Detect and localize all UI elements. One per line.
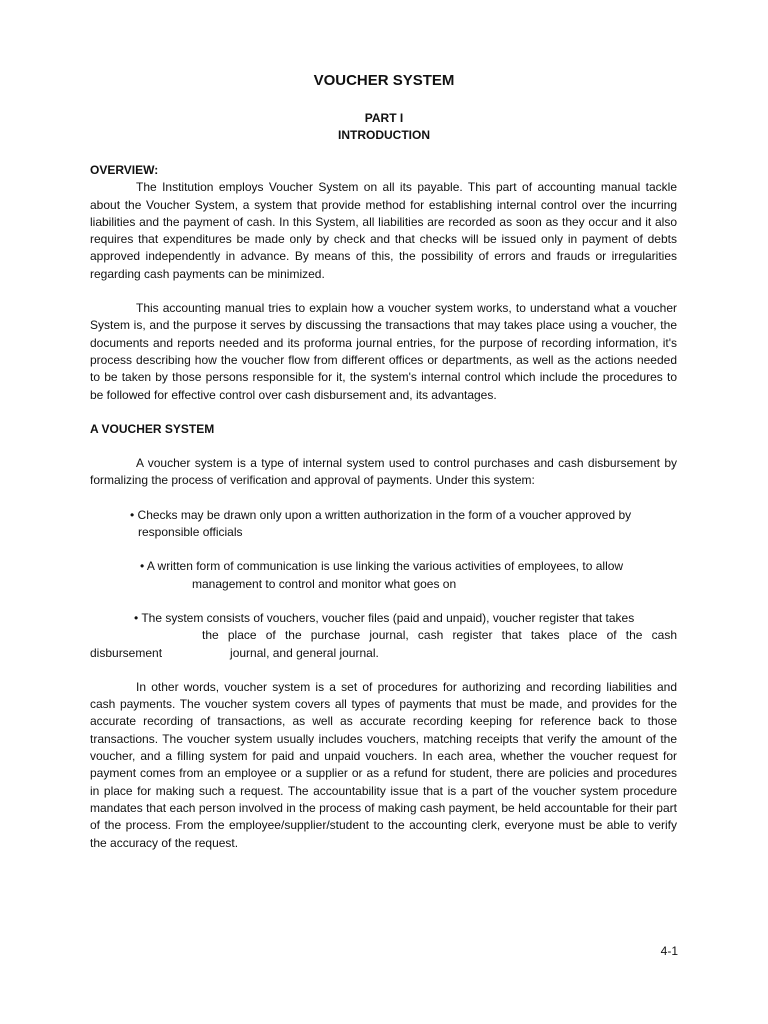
- overview-heading: OVERVIEW:: [90, 163, 159, 177]
- bullet-item-3-tail: journal, and general journal.: [230, 645, 379, 660]
- document-title: VOUCHER SYSTEM: [313, 72, 455, 89]
- part-header: [0, 110, 768, 144]
- overview-paragraph-1: The Institution employs Voucher System on all its payable. This part of accounting manual tackle about the Voucher System, a system that provide method for establishing internal control over the incurring liabilities and the payment of cash. In this System, all liabilities are recorded as soon as they occur and it also requires that expenditures be made only by check and that checks will be issued only in payment of debts approved independently in advance. By means of this, the possibility of errors and frauds or irregularities regarding cash payments can be minimized.: [90, 180, 677, 281]
- bullet-item-3: [90, 610, 677, 662]
- voucher-system-intro: A voucher system is a type of internal system used to control purchases and cash disbursement by formalizing the process of verification and approval of payments. Under this system:: [90, 456, 677, 488]
- spacer: [90, 541, 677, 558]
- bullet-item-2-line-2: management to control and monitor what goes on: [192, 576, 457, 591]
- part-name: INTRODUCTION: [338, 128, 430, 142]
- bullet-item-3-line-1: • The system consists of vouchers, voucher files (paid and unpaid), voucher register that takes: [134, 610, 635, 625]
- bullet-item-3-word: disbursement: [90, 645, 163, 660]
- spacer: [90, 404, 677, 421]
- bullet-item-2: [90, 558, 677, 593]
- spacer: [90, 283, 677, 300]
- voucher-system-heading: A VOUCHER SYSTEM: [90, 421, 215, 436]
- spacer: [90, 662, 677, 679]
- spacer: [90, 490, 677, 507]
- bullet-item-2-line-1: • A written form of communication is use linking the various activities of employees, to allow: [140, 559, 624, 574]
- spacer: [90, 438, 677, 455]
- part-label: PART I: [364, 111, 404, 125]
- overview-paragraph-2: This accounting manual tries to explain how a voucher system works, to understand what a voucher System is, and the purpose it serves by discussing the transactions that may takes place using a voucher, the documents and reports needed and its proforma journal entries, for the purpose of recording information, it's process describing how the voucher flow from different offices or departments, as well as the actions needed to be taken by those persons responsible for it, the system's internal control which include the procedures to be followed for effective control over cash disbursement and, its advantages.: [90, 301, 677, 402]
- bullet-item-3-line-2: the place of the purchase journal, cash register that takes place of the cash: [202, 628, 677, 643]
- page-number: 4-1: [660, 944, 678, 958]
- closing-paragraph: In other words, voucher system is a set of procedures for authorizing and recording liabilities and cash payments. The voucher system covers all types of payments that must be made, and provides for the accurate recording of transactions, as well as accurate recording keeping for reference back to those transactions. The voucher system usually includes vouchers, matching receipts that verify the amount of the voucher, and a filling system for paid and unpaid vouchers. In each area, whether the voucher request for payment comes from an employee or a supplier or as a refund for student, there are policies and procedures in place for making such a request. The accountability issue that is a part of the voucher system procedure mandates that each person involved in the process of making cash payment, be held accountable for their part of the process. From the employee/supplier/student to the accounting clerk, everyone must be able to verify the accuracy of the request.: [90, 679, 677, 850]
- bullet-item-3-line-3: [90, 645, 677, 662]
- spacer: [90, 593, 677, 610]
- bullet-item-1: • Checks may be drawn only upon a written authorization in the form of a voucher approved by responsible officials: [130, 507, 632, 540]
- document-body: [90, 162, 677, 852]
